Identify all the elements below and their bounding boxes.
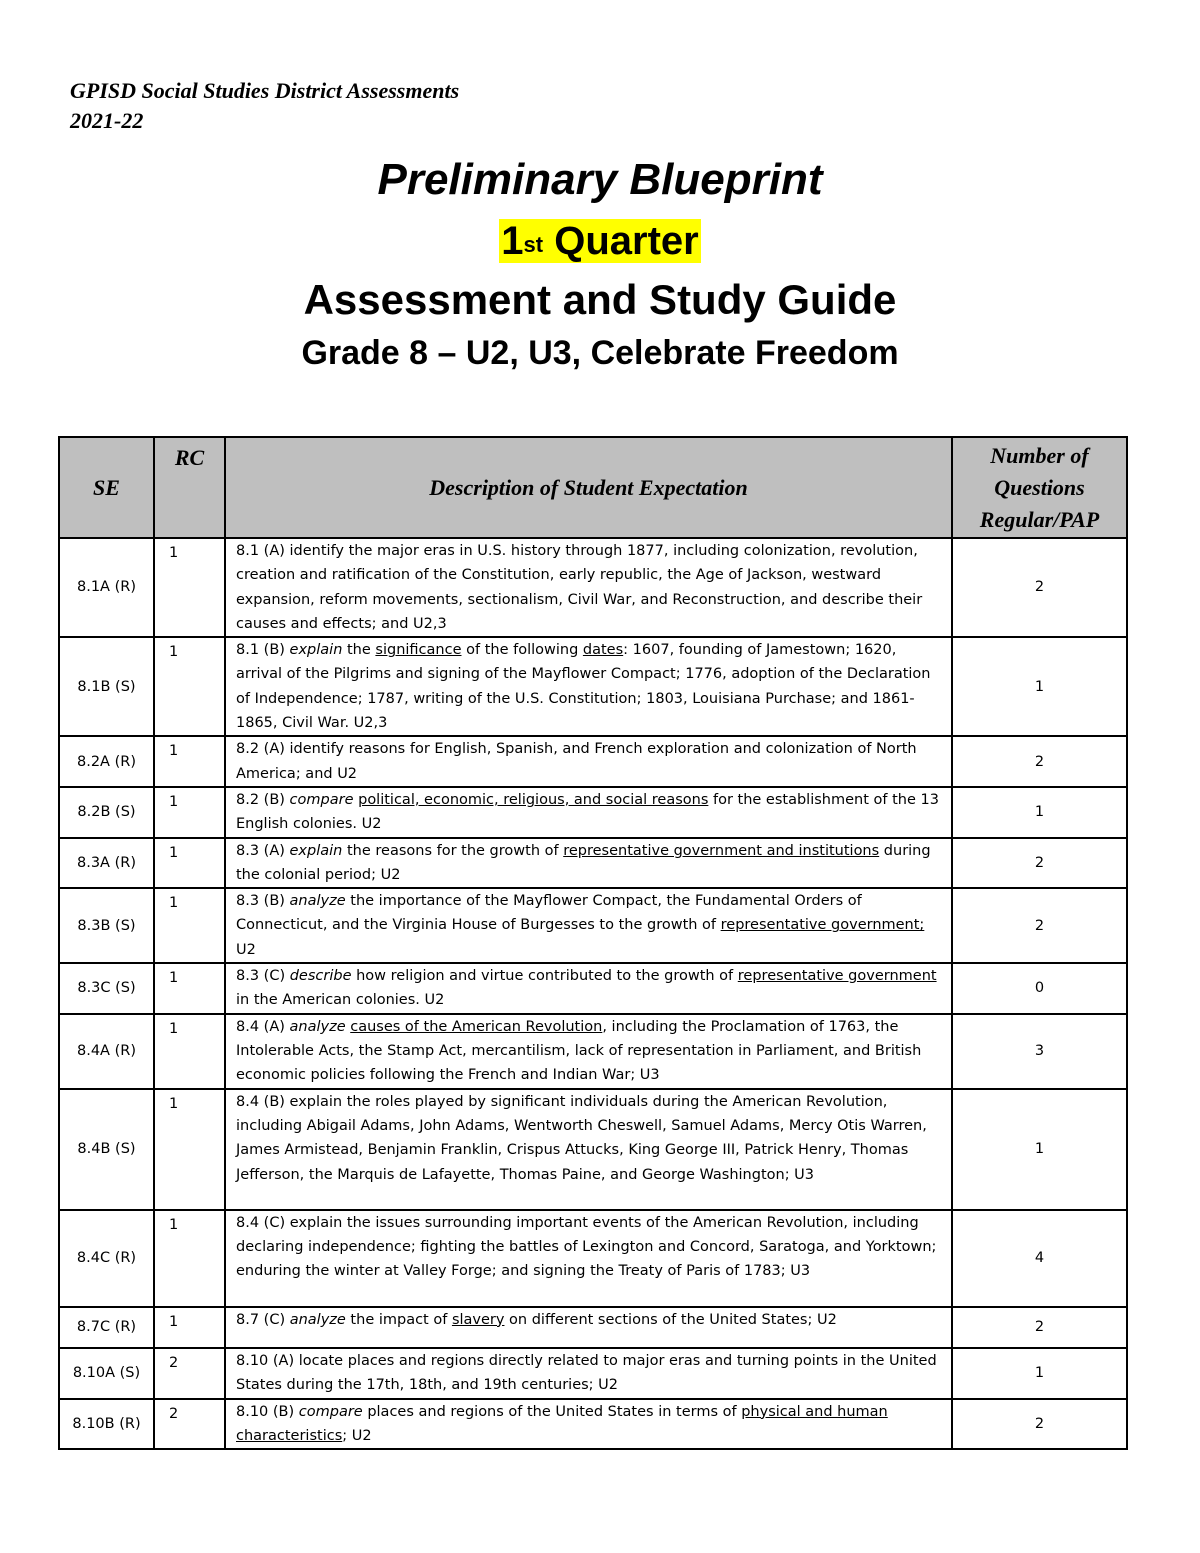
description-text: 8.10 (A) locate places and regions directly related to major eras and turning points in the United States during the 17th, 18th, and 19th centuries; U2 [236, 1352, 937, 1394]
description-text: the reasons for the growth of [342, 842, 564, 859]
rc-value: 2 [154, 1348, 225, 1399]
question-count: 2 [952, 538, 1127, 637]
description-text: how religion and virtue contributed to the growth of [351, 968, 738, 985]
table-row [59, 838, 1127, 889]
title-assessment-study-guide: Assessment and Study Guide [303, 276, 897, 323]
question-count: 1 [952, 1089, 1127, 1210]
quarter-number: 1 [501, 219, 524, 263]
rc-value: 1 [154, 1089, 225, 1210]
document-header [70, 76, 459, 136]
underlined-text: representative government and institutions [563, 842, 880, 859]
quarter-highlight [499, 219, 700, 263]
se-code: 8.7C (R) [59, 1307, 154, 1348]
description-text: the importance of the Mayflower Compact, the Fundamental Orders of Connecticut, and the Virginia House of Burgesses to the growth of [236, 893, 862, 934]
description-text: 8.2 (B) [236, 791, 290, 808]
title-block [0, 150, 1200, 378]
expectation-description [225, 538, 952, 637]
rc-value: 1 [154, 538, 225, 637]
expectation-description [225, 736, 952, 787]
table-row [59, 1307, 1127, 1348]
description-text: 8.4 (A) [236, 1018, 290, 1035]
org-name: GPISD Social Studies District Assessments [70, 78, 460, 103]
se-code: 8.1B (S) [59, 637, 154, 736]
table-row [59, 736, 1127, 787]
question-count: 1 [952, 787, 1127, 838]
rc-value: 2 [154, 1399, 225, 1450]
question-count: 1 [952, 637, 1127, 736]
title-quarter [0, 210, 1200, 272]
description-text: the impact of [345, 1311, 452, 1328]
table-row [59, 538, 1127, 637]
expectation-description [225, 1210, 952, 1307]
se-code: 8.3B (S) [59, 888, 154, 963]
description-text: , including the Proclamation of 1763, the Intolerable Acts, the Stamp Act, mercantilism, lack of representation in Parliament, and British economic policies following the French and Indian War; U3 [236, 1018, 922, 1084]
question-count: 0 [952, 963, 1127, 1014]
table-row [59, 787, 1127, 838]
rc-value: 1 [154, 838, 225, 889]
expectation-description [225, 1307, 952, 1348]
italic-verb: explain [289, 842, 343, 859]
description-text: in the American colonies. U2 [236, 992, 445, 1009]
question-count: 2 [952, 1399, 1127, 1450]
header-description: Description of Student Expectation [225, 437, 952, 538]
se-code: 8.4B (S) [59, 1089, 154, 1210]
rc-value: 1 [154, 888, 225, 963]
question-count: 2 [952, 1307, 1127, 1348]
description-text: during the colonial period; U2 [236, 842, 931, 883]
description-text: : 1607, founding of Jamestown; 1620, arrival of the Pilgrims and signing of the Mayflower Compact; 1776, adoption of the Declaration of Independence; 1787, writing of the U.S. Constitution; 1803, Louisiana Purchase; and 1861-1865, Civil War. U2,3 [236, 642, 931, 732]
rc-value: 1 [154, 637, 225, 736]
table-row [59, 1210, 1127, 1307]
italic-verb: compare [298, 1403, 363, 1420]
question-count: 1 [952, 1348, 1127, 1399]
description-text: for the establishment of the 13 English colonies. U2 [236, 791, 939, 833]
title-grade-units: Grade 8 – U2, U3, Celebrate Freedom [301, 334, 899, 372]
description-text: places and regions of the United States in terms of [362, 1403, 742, 1420]
expectation-description [225, 637, 952, 736]
italic-verb: compare [289, 791, 354, 808]
table-row [59, 1399, 1127, 1450]
se-code: 8.3A (R) [59, 838, 154, 889]
expectation-description [225, 838, 952, 889]
se-code: 8.2B (S) [59, 787, 154, 838]
question-count: 4 [952, 1210, 1127, 1307]
description-text: 8.1 (B) [236, 642, 290, 659]
table-row [59, 963, 1127, 1014]
rc-value: 1 [154, 963, 225, 1014]
underlined-text: dates [582, 642, 624, 659]
underlined-text: physical and human characteristics [236, 1403, 888, 1445]
description-text: 8.10 (B) [236, 1403, 299, 1420]
question-count: 2 [952, 888, 1127, 963]
quarter-suffix: st [523, 232, 544, 257]
expectation-description [225, 1089, 952, 1210]
description-text: on different sections of the United States; U2 [504, 1311, 837, 1328]
se-code: 8.1A (R) [59, 538, 154, 637]
question-count: 2 [952, 838, 1127, 889]
underlined-text: representative government [737, 968, 937, 985]
school-year: 2021-22 [70, 108, 144, 133]
description-text: U2 [236, 941, 256, 958]
italic-verb: analyze [289, 893, 346, 910]
underlined-text: significance [375, 642, 462, 659]
expectation-description [225, 1014, 952, 1089]
italic-verb: analyze [289, 1018, 346, 1035]
italic-verb: explain [289, 642, 343, 659]
se-code: 8.10B (R) [59, 1399, 154, 1450]
table-body [59, 538, 1127, 1449]
se-code: 8.10A (S) [59, 1348, 154, 1399]
question-count: 2 [952, 736, 1127, 787]
header-rc: RC [154, 437, 225, 538]
description-text: 8.1 (A) identify the major eras in U.S. history through 1877, including colonization, revolution, creation and ratification of the Constitution, early republic, the Age of Jackson, westward expansion, reform movements, sectionalism, Civil War, and Reconstruction, and describe their causes and effects; and U2,3 [236, 543, 923, 632]
rc-value: 1 [154, 1210, 225, 1307]
rc-value: 1 [154, 1014, 225, 1089]
header-se: SE [59, 437, 154, 538]
table-row [59, 888, 1127, 963]
title-preliminary-blueprint: Preliminary Blueprint [377, 155, 823, 204]
se-code: 8.4A (R) [59, 1014, 154, 1089]
blueprint-table [58, 436, 1128, 1450]
se-code: 8.4C (R) [59, 1210, 154, 1307]
quarter-word: Quarter [543, 219, 699, 263]
description-text: 8.4 (B) explain the roles played by significant individuals during the American Revolution, including Abigail Adams, John Adams, Wentworth Cheswell, Samuel Adams, Mercy Otis Warren, James Armistead, Benjamin Franklin, Crispus Attucks, King George III, Patrick Henry, Thomas Jefferson, the Marquis de Lafayette, Thomas Paine, and George Washington; U3 [236, 1093, 927, 1183]
table-row [59, 1014, 1127, 1089]
expectation-description [225, 787, 952, 838]
underlined-text: causes of the American Revolution [350, 1018, 603, 1035]
underlined-text: political, economic, religious, and social reasons [358, 791, 709, 808]
description-text: of the following [461, 642, 583, 659]
table-header-row [59, 437, 1127, 538]
expectation-description [225, 1348, 952, 1399]
description-text: 8.7 (C) [236, 1311, 290, 1328]
italic-verb: analyze [289, 1311, 346, 1328]
description-text: 8.2 (A) identify reasons for English, Spanish, and French exploration and colonization of North America; and U2 [236, 741, 917, 782]
description-text: 8.3 (B) [236, 893, 290, 910]
underlined-text: representative government; [720, 917, 925, 934]
expectation-description [225, 963, 952, 1014]
se-code: 8.2A (R) [59, 736, 154, 787]
expectation-description [225, 1399, 952, 1450]
description-text: ; U2 [342, 1428, 372, 1445]
rc-value: 1 [154, 736, 225, 787]
description-text: 8.4 (C) explain the issues surrounding important events of the American Revolution, including declaring independence; fighting the battles of Lexington and Concord, Saratoga, and Yorktown; enduring the winter at Valley Forge; and signing the Treaty of Paris of 1783; U3 [236, 1214, 937, 1280]
question-count: 3 [952, 1014, 1127, 1089]
underlined-text: slavery [451, 1311, 505, 1328]
expectation-description [225, 888, 952, 963]
se-code: 8.3C (S) [59, 963, 154, 1014]
rc-value: 1 [154, 1307, 225, 1348]
table-row [59, 1348, 1127, 1399]
table-row [59, 1089, 1127, 1210]
description-text: the [342, 642, 376, 659]
table-row [59, 637, 1127, 736]
description-text: 8.3 (C) [236, 968, 290, 985]
rc-value: 1 [154, 787, 225, 838]
italic-verb: describe [289, 968, 352, 985]
header-number-of-questions: Number of Questions Regular/PAP [952, 437, 1127, 538]
description-text: 8.3 (A) [236, 842, 290, 859]
